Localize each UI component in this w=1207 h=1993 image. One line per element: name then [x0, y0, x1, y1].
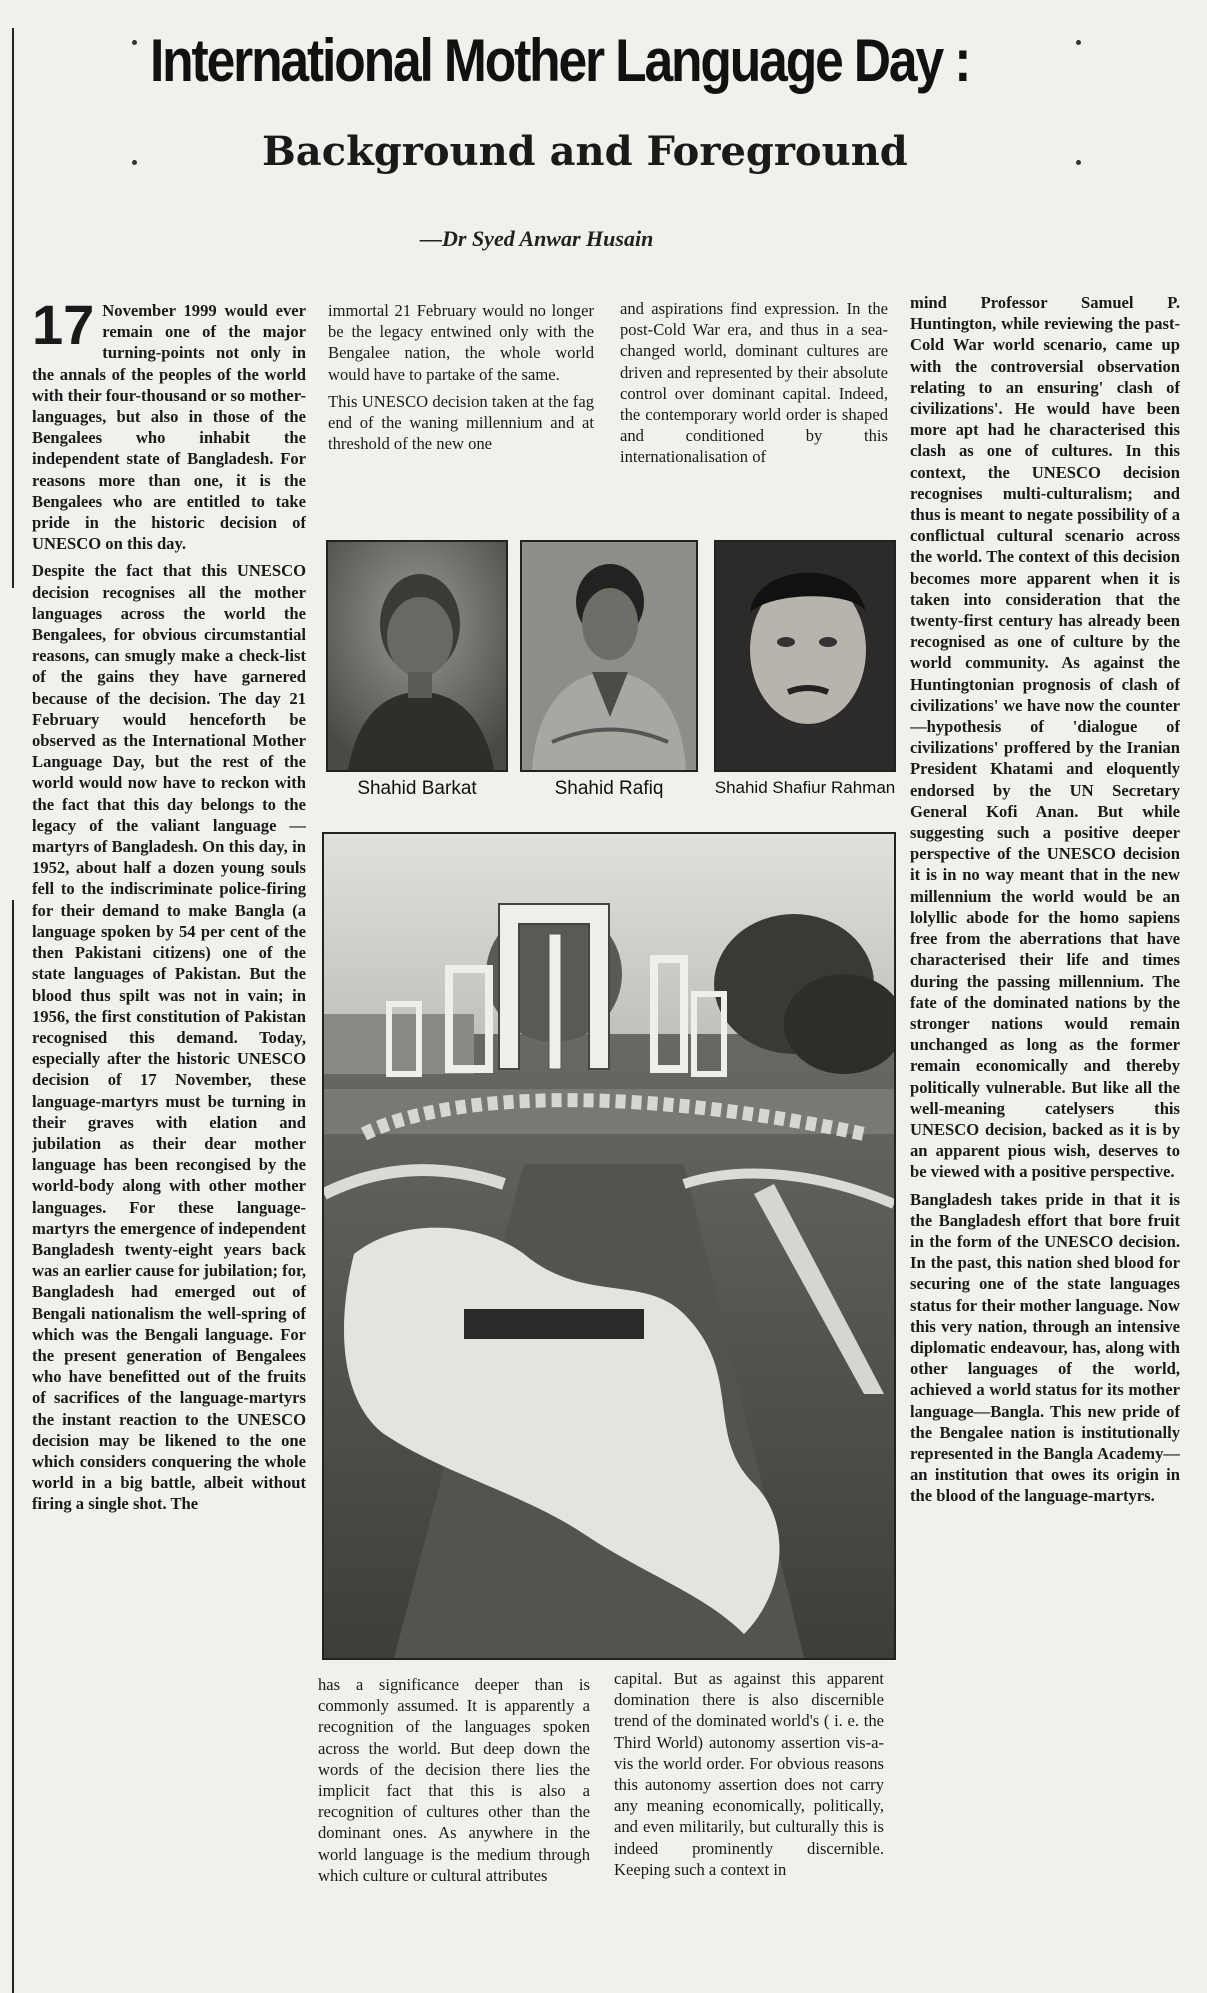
binding-dot	[132, 40, 137, 45]
column-1	[32, 300, 306, 1978]
column-1-paragraph-2: Despite the fact that this UNESCO decision recognises all the mother languages across the world the Bengalees, for obvious circumstantial reasons, can smugly make a check-list of the gains they have garnered because of the decision. The day 21 February would henceforth be observed as the International Mother Language Day, but the rest of the world would now have to reckon with the fact that this day belongs to the legacy of the valiant language — martyrs of Bangladesh. On this day, in 1952, about half a dozen young souls fell to the indiscriminate police-firing for their demand to make Bangla (a language spoken by 54 per cent of the then Pakistani citizens) one of the state languages of Pakistan. But the blood thus spilt was not in vain; in 1956, the first constitution of Pakistan recognised this demand. Today, especially after the historic UNESCO decision of 17 November, these language-martyrs must be turning in their graves with elation and jubilation as their dear mother language has been recongised by the world-body along with other mother languages. For these language-martyrs the emergence of independent Bangladesh twenty-eight years back was an earlier cause for jubilation; for, Bangladesh had emerged out of Bengali nationalism the well-spring of which was the Bengali language. For the present generation of Bengalees who have benefitted out of the fruits of sacrifices of the language-martyrs the instant reaction to the UNESCO decision may be likened to the one which considers conquering the whole world in a big battle, albeit without firing a single shot. The	[32, 561, 306, 1514]
column-3-paragraph-top: and aspirations find expression. In the post-Cold War era, and thus in a sea-changed world, dominant cultures are driven and represented by their absolute control over dominant capital. Indeed, the contemporary world order is shaped and conditioned by this internationalisation of	[620, 299, 888, 467]
column-2-paragraph-bottom: has a significance deeper than is commonly assumed. It is apparently a recognition of the languages spoken across the world. But deep down the words of the decision there lies the implicit fact that this is also a recognition of cultures other than the dominant ones. As anywhere in the world language is the medium through which culture or cultural attributes	[318, 1675, 590, 1885]
column-4-paragraph-2: Bangladesh takes pride in that it is the Bangladesh effort that bore fruit in the form of the UNESCO decision. In the past, this nation shed blood for securing one of the state languages status for their mother language. Now this very nation, through an intensive diplomatic endeavour, has, along with other languages of the world, achieved a world status for its mother language—Bangla. This new pride of the Bengalee nation is institutionally represented in the Bangla Academy—an institution that owes its origin in the blood of the language-martyrs.	[910, 1189, 1180, 1506]
portrait-shafiur-image	[716, 542, 894, 770]
portrait-caption-barkat: Shahid Barkat	[357, 778, 477, 799]
binding-dot	[132, 160, 137, 165]
portrait-caption-shafiur: Shahid Shafiur Rahman	[714, 778, 896, 797]
binding-dot	[1076, 40, 1081, 45]
left-margin-rule-lower	[12, 900, 14, 1993]
left-margin-rule	[12, 28, 14, 588]
shaheed-minar-photo	[322, 832, 896, 1660]
martyr-portraits	[326, 540, 896, 810]
binding-dot	[1076, 160, 1081, 165]
portrait-photo-shafiur	[714, 540, 896, 772]
article-byline: —Dr Syed Anwar Husain	[420, 226, 654, 251]
portrait-photo-rafiq	[520, 540, 698, 772]
column-2-bottom	[318, 1674, 590, 1978]
column-1-paragraph-1: November 1999 would ever remain one of the major turning-points not only in the annals of the peoples of the world with their four-thousand or so mother-languages, but also in those of the Bengalees who inhabit the independent state of Bangladesh. For reasons more than one, it is the Bengalees who are entitled to take pride in the historic decision of UNESCO on this day.	[32, 301, 306, 554]
portrait-caption-rafiq: Shahid Rafiq	[554, 778, 664, 799]
portrait-barkat-image	[328, 542, 506, 770]
column-4-paragraph-1: mind Professor Samuel P. Huntington, while reviewing the past-Cold War world scenario, came up with the controversial observation relating to an ensuring' clash of civilizations'. He would have been more apt had he characterised this clash as one of cultures. In this context, the UNESCO decision recognises multi-culturalism; and thus is meant to negate possibility of a conflictual cultural scenario across the world. The context of this decision becomes more apparent when it is taken into consideration that the twenty-first century has already been recognised as one of culture by the world community. As against the Huntingtonian prognosis of clash of civilizations' we have now the counter—hypothesis of 'dialogue of civilizations' proffered by the Iranian President Khatami and eloquently endorsed by the UN Secretary General Kofi Anan. But while suggesting such a positive deeper perspective of the UNESCO decision it is in no way meant that in the new millennium the world would be an lolyllic abode for the homo sapiens free from the aberrations that have characterised their life and times during the passing millennium. The fate of the dominated nations by the stronger nations would remain unchanged as long as the former remain economically and thereby politically vulnerable. But like all the well-meaning catelysers this UNESCO decision, backed as it is by an apparent pious wish, deserves to be viewed with a positive perspective.	[910, 293, 1180, 1182]
column-3-paragraph-bottom: capital. But as against this apparent domination there is also discernible trend of the dominated world's ( i. e. the Third World) autonomy assertion vis-a-vis the world order. For obvious reasons this autonomy assertion does not carry any meaning economically, politically, and even militarily, but culturally this is indeed prominently discernible. Keeping such a context in	[614, 1669, 884, 1879]
column-3-top	[620, 298, 888, 526]
article-subtitle: Background and Foreground	[262, 128, 908, 175]
column-2-top	[328, 300, 594, 526]
drop-cap: 17	[32, 300, 95, 356]
portrait-rafiq-image	[522, 542, 696, 770]
column-2-paragraph-2: This UNESCO decision taken at the fag end of the waning millennium and at threshold of the new one	[328, 391, 594, 454]
article-title: International Mother Language Day :	[150, 27, 970, 94]
portrait-photo-barkat	[326, 540, 508, 772]
column-3-bottom	[614, 1668, 884, 1978]
column-4	[910, 292, 1180, 1978]
column-2-paragraph-1: immortal 21 February would no longer be the legacy entwined only with the Bengalee nation, the whole world would have to partake of the same.	[328, 301, 594, 384]
shaheed-minar-image	[324, 834, 894, 1658]
